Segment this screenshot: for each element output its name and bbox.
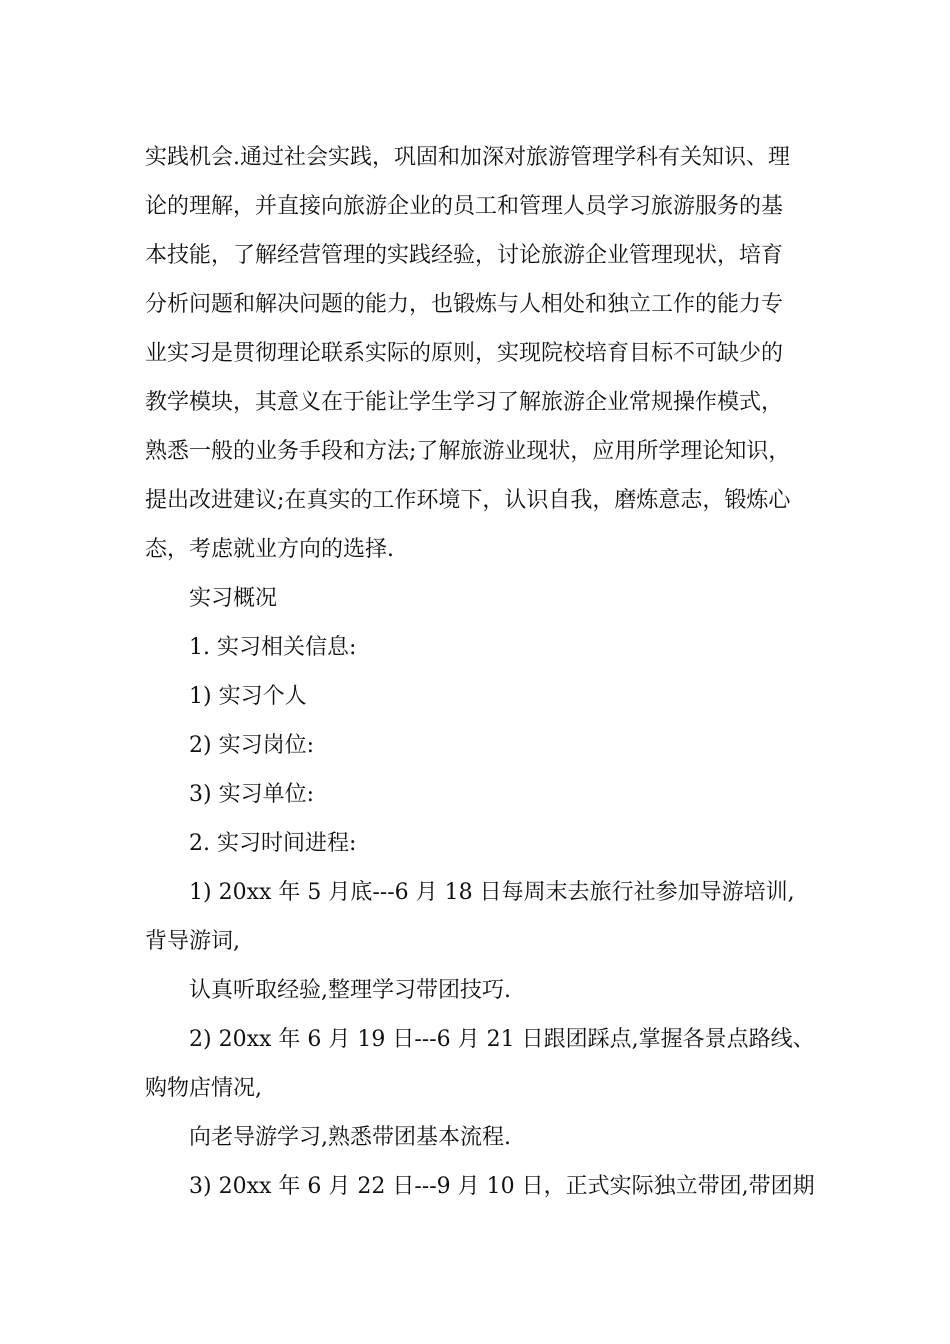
body-line: 业实习是贯彻理论联系实际的原则，实现院校培育目标不可缺少的 <box>145 341 784 366</box>
list-item-continuation: 购物店情况, <box>145 1076 262 1101</box>
list-item: 2) 20xx 年 6 月 19 日---6 月 21 日跟团踩点,掌握各景点路线、 <box>189 1027 815 1052</box>
list-item: 1) 20xx 年 5 月底---6 月 18 日每周末去旅行社参加导游培训, <box>189 880 795 905</box>
body-line: 教学模块，其意义在于能让学生学习了解旅游企业常规操作模式， <box>145 390 784 415</box>
body-line: 熟悉一般的业务手段和方法;了解旅游业现状，应用所学理论知识， <box>145 439 791 464</box>
list-item: 2) 实习岗位: <box>189 733 314 758</box>
list-item: 1) 实习个人 <box>189 684 307 709</box>
list-item-continuation: 认真听取经验,整理学习带团技巧. <box>189 978 511 1003</box>
list-item-continuation: 背导游词, <box>145 929 240 954</box>
list-heading: 2. 实习时间进程: <box>189 831 357 856</box>
body-line: 提出改进建议;在真实的工作环境下，认识自我，磨炼意志，锻炼心 <box>145 488 791 513</box>
body-line: 本技能，了解经营管理的实践经验，讨论旅游企业管理现状，培育 <box>145 243 784 268</box>
list-heading: 1. 实习相关信息: <box>189 635 357 660</box>
list-item-continuation: 向老导游学习,熟悉带团基本流程. <box>189 1125 511 1150</box>
document-body <box>145 133 825 1211</box>
body-line: 实践机会.通过社会实践，巩固和加深对旅游管理学科有关知识、理 <box>145 145 790 170</box>
list-item: 3) 20xx 年 6 月 22 日---9 月 10 日，正式实际独立带团,带团期 <box>189 1174 815 1199</box>
list-item: 3) 实习单位: <box>189 782 314 807</box>
body-line: 分析问题和解决问题的能力，也锻炼与人相处和独立工作的能力专 <box>145 292 784 317</box>
section-heading: 实习概况 <box>189 586 278 611</box>
body-line: 态，考虑就业方向的选择. <box>145 537 394 562</box>
body-line: 论的理解，并直接向旅游企业的员工和管理人员学习旅游服务的基 <box>145 194 784 219</box>
